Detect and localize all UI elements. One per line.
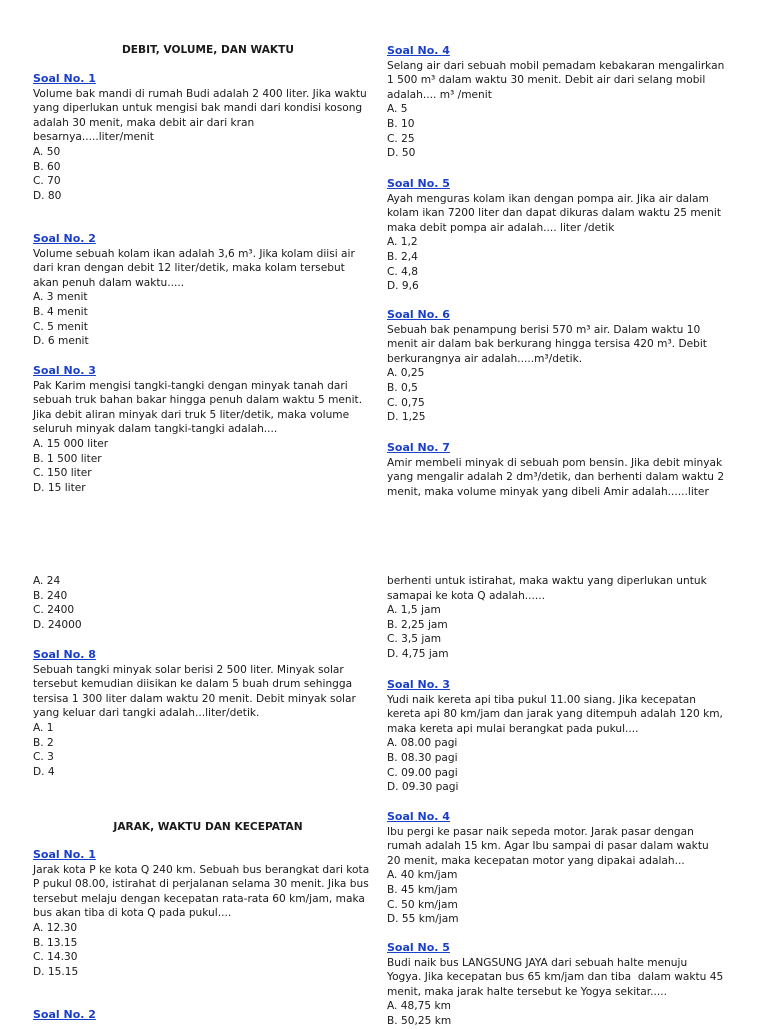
option-c: C. 25 bbox=[387, 132, 415, 145]
option-c: C. 3 bbox=[33, 751, 54, 764]
option-b: B. 50,25 km bbox=[387, 1014, 452, 1027]
option-d: D. 09.30 pagi bbox=[387, 781, 459, 794]
option-b: B. 10 bbox=[387, 117, 415, 130]
option-c: C. 70 bbox=[33, 175, 61, 188]
question-text: Yudi naik kereta api tiba pukul 11.00 siang. Jika kecepatan kereta api 80 km/jam dan jarak yang ditempuh adalah 120 km, maka kereta api mulai berangkat pada pukul.... bbox=[387, 693, 723, 735]
question-debit-6 bbox=[387, 308, 757, 425]
question-text: Sebuah bak penampung berisi 570 m³ air. Dalam waktu 10 menit air dalam bak berkurang hingga tersisa 420 m³. Debit berkurangnya air adalah.....m³/detik. bbox=[387, 323, 707, 365]
option-a: A. 0,25 bbox=[387, 367, 425, 380]
question-text: Budi naik bus LANGSUNG JAYA dari sebuah halte menuju Yogya. Jika kecepatan bus 65 km/jam dan tiba dalam waktu 45 menit, maka jarak halte tersebut ke Yogya sekitar..... bbox=[387, 956, 724, 998]
question-link[interactable]: Soal No. 1 bbox=[33, 72, 96, 85]
question-link[interactable]: Soal No. 4 bbox=[387, 44, 450, 57]
question-text: berhenti untuk istirahat, maka waktu yang diperlukan untuk samapai ke kota Q adalah...... bbox=[387, 575, 707, 602]
option-b: B. 0,5 bbox=[387, 381, 418, 394]
question-text: Volume bak mandi di rumah Budi adalah 2 400 liter. Jika waktu yang diperlukan untuk mengisi bak mandi dari kondisi kosong adalah 30 menit, maka debit air dari kran besarnya.....liter/menit bbox=[33, 87, 367, 144]
option-c: C. 0,75 bbox=[387, 396, 425, 409]
question-jarak-3 bbox=[387, 678, 757, 795]
option-c: C. 4,8 bbox=[387, 265, 418, 278]
option-b: B. 2,4 bbox=[387, 250, 418, 263]
option-c: C. 50 km/jam bbox=[387, 898, 458, 911]
question-text: Ayah menguras kolam ikan dengan pompa air. Jika air dalam kolam ikan 7200 liter dan dapat dikuras dalam waktu 25 menit maka debit pompa air adalah.... liter /detik bbox=[387, 192, 721, 234]
question-link[interactable]: Soal No. 1 bbox=[33, 848, 96, 861]
option-b: B. 240 bbox=[33, 589, 68, 602]
question-text: Volume sebuah kolam ikan adalah 3,6 m³. Jika kolam diisi air dari kran dengan debit 12 liter/detik, maka kolam tersebut akan penuh dalam waktu..... bbox=[33, 247, 355, 289]
option-c: C. 09.00 pagi bbox=[387, 766, 458, 779]
option-d: D. 9,6 bbox=[387, 280, 419, 293]
option-c: C. 2400 bbox=[33, 604, 75, 617]
option-c: C. 5 menit bbox=[33, 320, 88, 333]
question-debit-7 bbox=[387, 441, 757, 499]
option-a: A. 08.00 pagi bbox=[387, 737, 458, 750]
question-text: Ibu pergi ke pasar naik sepeda motor. Jarak pasar dengan rumah adalah 15 km. Agar Ibu sampai di pasar dalam waktu 20 menit, maka kecepatan motor yang dipakai adalah... bbox=[387, 825, 709, 867]
option-a: A. 1,5 jam bbox=[387, 604, 441, 617]
question-text: Pak Karim mengisi tangki-tangki dengan minyak tanah dari sebuah truk bahan bakar hingga penuh dalam waktu 5 menit. Jika debit aliran minyak dari truk 5 liter/detik, maka volume seluruh minyak dalam tangki-tangki adalah.... bbox=[33, 379, 363, 436]
option-b: B. 13.15 bbox=[33, 936, 78, 949]
question-link[interactable]: Soal No. 7 bbox=[387, 441, 450, 454]
question-jarak-5 bbox=[387, 941, 757, 1029]
option-b: B. 45 km/jam bbox=[387, 883, 458, 896]
question-link[interactable]: Soal No. 2 bbox=[33, 232, 96, 245]
question-link[interactable]: Soal No. 2 bbox=[33, 1008, 96, 1021]
question-jarak-1 bbox=[33, 848, 383, 979]
option-a: A. 50 bbox=[33, 145, 61, 158]
option-a: A. 1,2 bbox=[387, 236, 418, 249]
option-a: A. 5 bbox=[387, 103, 408, 116]
option-a: A. 1 bbox=[33, 721, 54, 734]
question-debit-2 bbox=[33, 232, 378, 349]
question-text: Selang air dari sebuah mobil pemadam kebakaran mengalirkan 1 500 m³ dalam waktu 30 menit. Debit air dari selang mobil adalah.... m³ /menit bbox=[387, 59, 725, 101]
option-b: B. 08.30 pagi bbox=[387, 751, 458, 764]
option-b: B. 1 500 liter bbox=[33, 452, 102, 465]
option-d: D. 15 liter bbox=[33, 481, 86, 494]
question-text: Sebuah tangki minyak solar berisi 2 500 liter. Minyak solar tersebut kemudian diisikan ke dalam 5 buah drum sehingga tersisa 1 300 liter dalam waktu 20 menit. Debit minyak solar yang keluar dari tangki adalah...liter/detik. bbox=[33, 663, 356, 720]
option-a: A. 40 km/jam bbox=[387, 869, 458, 882]
question-link[interactable]: Soal No. 3 bbox=[33, 364, 96, 377]
option-b: B. 2 bbox=[33, 736, 54, 749]
option-b: B. 4 menit bbox=[33, 305, 88, 318]
option-d: D. 24000 bbox=[33, 618, 82, 631]
option-c: C. 3,5 jam bbox=[387, 633, 442, 646]
option-d: D. 15.15 bbox=[33, 965, 79, 978]
question-debit-8 bbox=[33, 648, 378, 779]
question-link[interactable]: Soal No. 8 bbox=[33, 648, 96, 661]
question-jarak-4 bbox=[387, 810, 757, 927]
option-d: D. 80 bbox=[33, 189, 62, 202]
option-d: D. 4 bbox=[33, 765, 55, 778]
question-jarak-2 bbox=[33, 1008, 378, 1023]
section-heading-jarak: JARAK, WAKTU DAN KECEPATAN bbox=[113, 821, 303, 833]
option-b: B. 2,25 jam bbox=[387, 618, 448, 631]
option-d: D. 6 menit bbox=[33, 335, 89, 348]
section-heading-debit: DEBIT, VOLUME, DAN WAKTU bbox=[122, 44, 294, 56]
option-a: A. 12.30 bbox=[33, 921, 78, 934]
option-c: C. 150 liter bbox=[33, 467, 92, 480]
option-d: D. 4,75 jam bbox=[387, 647, 449, 660]
option-a: A. 48,75 km bbox=[387, 1000, 451, 1013]
option-b: B. 60 bbox=[33, 160, 61, 173]
question-link[interactable]: Soal No. 5 bbox=[387, 941, 450, 954]
question-link[interactable]: Soal No. 4 bbox=[387, 810, 450, 823]
question-link[interactable]: Soal No. 3 bbox=[387, 678, 450, 691]
option-c: C. 14.30 bbox=[33, 951, 78, 964]
question-debit-5 bbox=[387, 177, 757, 294]
question-jarak-2-continued bbox=[387, 574, 757, 662]
question-link[interactable]: Soal No. 5 bbox=[387, 177, 450, 190]
option-a: A. 24 bbox=[33, 575, 61, 587]
question-debit-7-options bbox=[33, 574, 378, 632]
question-text: Jarak kota P ke kota Q 240 km. Sebuah bus berangkat dari kota P pukul 08.00, istirahat di perjalanan selama 30 menit. Jika bus tersebut melaju dengan kecepatan rata-rata 60 km/jam, maka bus akan tiba di kota Q pada pukul.... bbox=[33, 863, 370, 920]
question-link[interactable]: Soal No. 6 bbox=[387, 308, 450, 321]
question-debit-4 bbox=[387, 44, 757, 161]
question-text: Amir membeli minyak di sebuah pom bensin. Jika debit minyak yang mengalir adalah 2 dm³/detik, dan berhenti dalam waktu 2 menit, maka volume minyak yang dibeli Amir adalah......liter bbox=[387, 456, 725, 498]
option-a: A. 3 menit bbox=[33, 291, 88, 304]
option-d: D. 55 km/jam bbox=[387, 913, 459, 926]
option-d: D. 1,25 bbox=[387, 411, 426, 424]
option-d: D. 50 bbox=[387, 147, 416, 160]
question-debit-1 bbox=[33, 72, 378, 203]
question-debit-3 bbox=[33, 364, 378, 495]
option-a: A. 15 000 liter bbox=[33, 437, 109, 450]
